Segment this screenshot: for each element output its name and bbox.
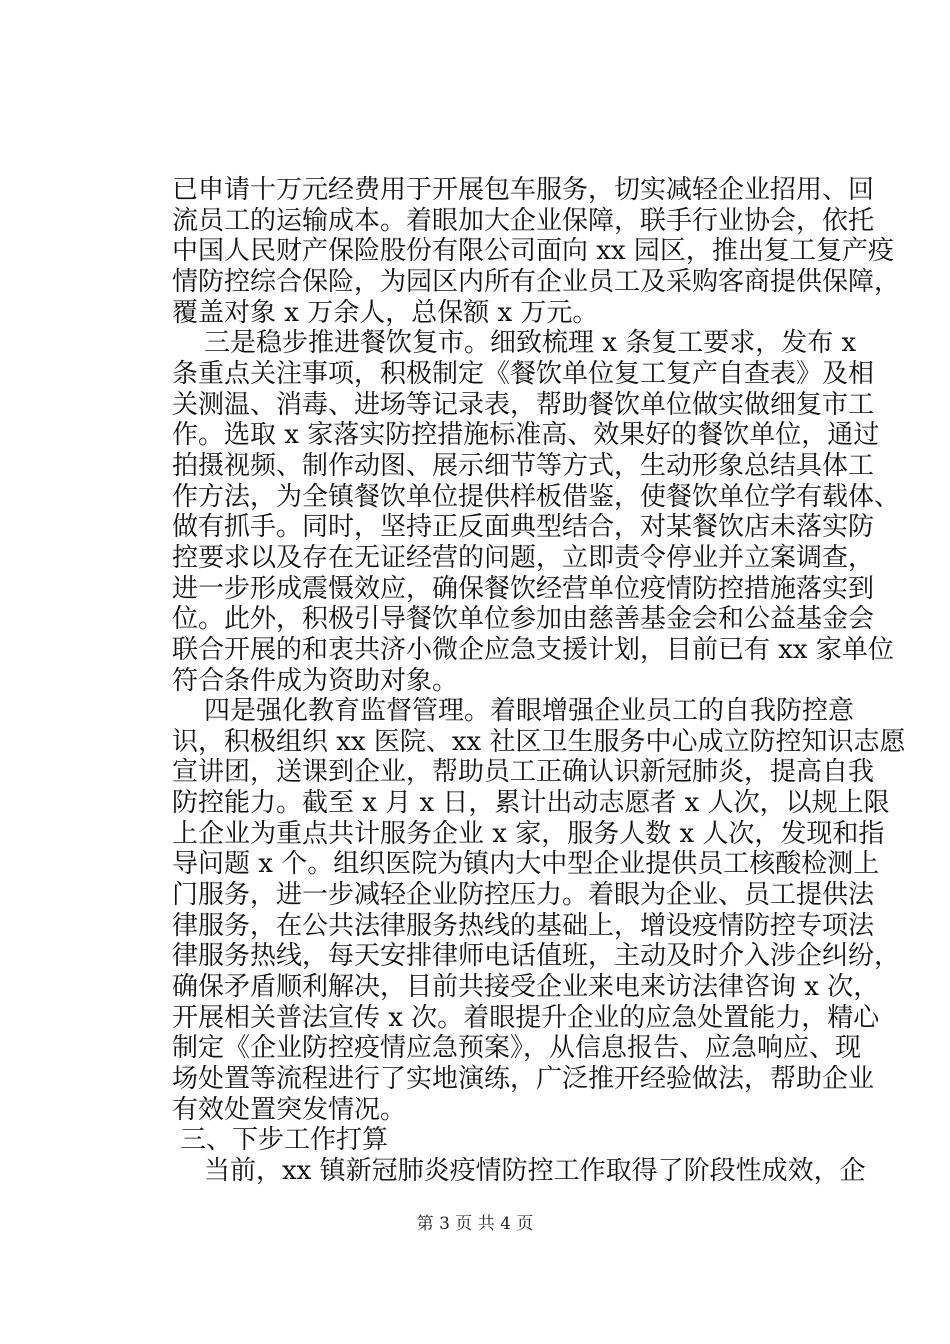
text-line: 上企业为重点共计服务企业 x 家，服务人数 x 人次，发现和指: [172, 819, 885, 849]
text-line: 律服务，在公共法律服务热线的基础上，增设疫情防控专项法: [172, 911, 875, 941]
text-line: 流员工的运输成本。着眼加大企业保障，联手行业协会，依托: [172, 206, 875, 236]
text-line: 制定《企业防控疫情应急预案》，从信息报告、应急响应、现: [172, 1033, 862, 1063]
paragraph-first-line: 当前，xx 镇新冠肺炎疫情防控工作取得了阶段性成效，企: [204, 1156, 866, 1186]
text-line: 联合开展的和衷共济小微企应急支援计划，目前已有 xx 家单位: [172, 635, 894, 665]
text-line: 律服务热线，每天安排律师电话值班，主动及时介入涉企纠纷，: [172, 941, 901, 971]
text-line: 拍摄视频、制作动图、展示细节等方式，生动形象总结具体工: [172, 451, 875, 481]
page-footer: 第 3 页 共 4 页: [416, 1214, 534, 1234]
text-line: 场处置等流程进行了实地演练，广泛推开经验做法，帮助企业: [172, 1064, 875, 1094]
paragraph-first-line: 四是强化教育监督管理。着眼增强企业员工的自我防控意: [204, 696, 855, 726]
text-line: 情防控综合保险，为园区内所有企业员工及采购客商提供保障，: [172, 267, 901, 297]
text-line: 覆盖对象 x 万余人，总保额 x 万元。: [172, 298, 599, 328]
paragraph-first-line: 三是稳步推进餐饮复市。细致梳理 x 条复工要求，发布 x: [204, 328, 857, 358]
text-line: 作方法，为全镇餐饮单位提供样板借鉴，使餐饮单位学有载体、: [172, 482, 901, 512]
text-line: 条重点关注事项，积极制定《餐饮单位复工复产自查表》及相: [172, 359, 875, 389]
section-heading: 三、下步工作打算: [180, 1125, 389, 1155]
text-line: 防控能力。截至 x 月 x 日，累计出动志愿者 x 人次，以规上限: [172, 788, 890, 818]
text-line: 宣讲团，送课到企业，帮助员工正确认识新冠肺炎，提高自我: [172, 757, 875, 787]
text-line: 进一步形成震慑效应，确保餐饮经营单位疫情防控措施落实到: [172, 574, 875, 604]
text-line: 关测温、消毒、进场等记录表，帮助餐饮单位做实做细复市工: [172, 390, 875, 420]
text-line: 做有抓手。同时，坚持正反面典型结合，对某餐饮店未落实防: [172, 512, 875, 542]
text-line: 有效处置突发情况。: [172, 1095, 407, 1125]
text-line: 门服务，进一步减轻企业防控压力。着眼为企业、员工提供法: [172, 880, 875, 910]
text-line: 导问题 x 个。组织医院为镇内大中型企业提供员工核酸检测上: [172, 849, 880, 879]
text-line: 开展相关普法宣传 x 次。着眼提升企业的应急处置能力，精心: [172, 1003, 880, 1033]
text-line: 中国人民财产保险股份有限公司面向 xx 园区，推出复工复产疫: [172, 236, 894, 266]
text-line: 控要求以及存在无证经营的问题，立即责令停业并立案调查，: [172, 543, 875, 573]
text-line: 符合条件成为资助对象。: [172, 666, 459, 696]
text-line: 已申请十万元经费用于开展包车服务，切实减轻企业招用、回: [172, 175, 875, 205]
text-line: 识，积极组织 xx 医院、xx 社区卫生服务中心成立防控知识志愿: [172, 727, 906, 757]
text-line: 作。选取 x 家落实防控措施标准高、效果好的餐饮单位，通过: [172, 420, 880, 450]
text-line: 位。此外，积极引导餐饮单位参加由慈善基金会和公益基金会: [172, 604, 875, 634]
text-line: 确保矛盾顺利解决，目前共接受企业来电来访法律咨询 x 次，: [172, 972, 880, 1002]
